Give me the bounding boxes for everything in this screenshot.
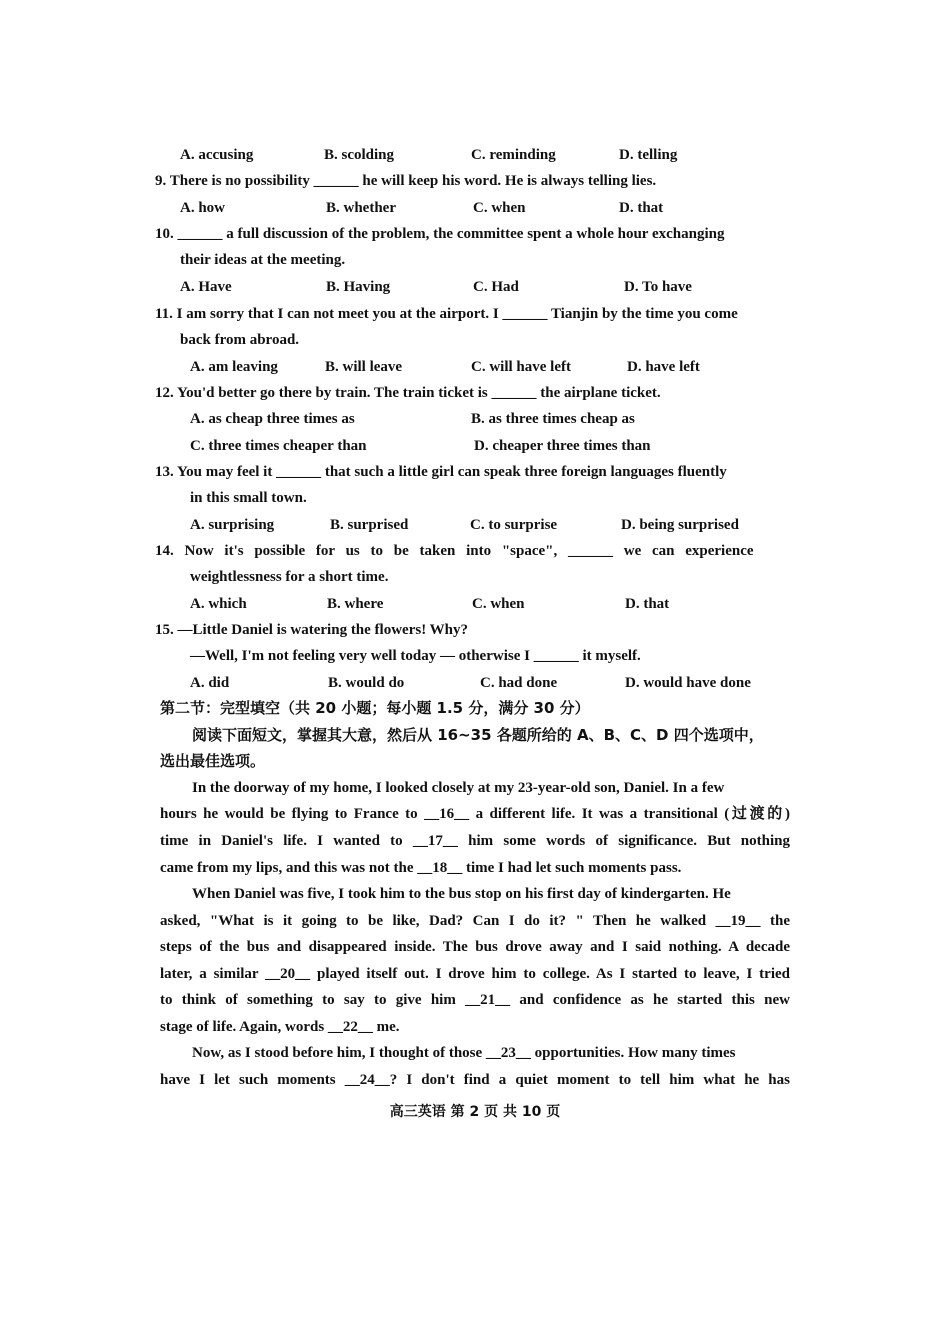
q12-option-b: B. as three times cheap as bbox=[471, 411, 635, 427]
q14-option-c: C. when bbox=[472, 596, 525, 612]
q13-option-b: B. surprised bbox=[330, 517, 409, 533]
q13-stem-line2: in this small town. bbox=[190, 490, 307, 506]
page-footer: 高三英语 第 2 页 共 10 页 bbox=[389, 1104, 561, 1120]
q14-option-a: A. which bbox=[190, 596, 247, 612]
q11-option-b: B. will leave bbox=[325, 359, 403, 375]
passage-p3-line1: Now, as I stood before him, I thought of those __23__ opportunities. How many times bbox=[192, 1045, 736, 1061]
q12-option-a: A. as cheap three times as bbox=[190, 411, 355, 427]
q11-option-a: A. am leaving bbox=[190, 359, 278, 375]
passage-p1-line4: came from my lips, and this was not the __18__ time I had let such moments pass. bbox=[160, 860, 682, 876]
q8-option-d: D. telling bbox=[619, 147, 678, 163]
q15-stem-line2: —Well, I'm not feeling very well today — otherwise I ______ it myself. bbox=[190, 648, 641, 664]
q8-option-a: A. accusing bbox=[180, 147, 254, 163]
q12-option-c: C. three times cheaper than bbox=[190, 438, 367, 454]
q11-option-c: C. will have left bbox=[471, 359, 571, 375]
q9-option-c: C. when bbox=[473, 200, 526, 216]
q14-stem-line2: weightlessness for a short time. bbox=[190, 569, 389, 585]
passage-p2-line5: to think of something to say to give him __21__ and confidence as he started this new bbox=[160, 992, 790, 1008]
q11-option-d: D. have left bbox=[627, 359, 700, 375]
q14-option-b: B. where bbox=[327, 596, 384, 612]
q14-option-d: D. that bbox=[625, 596, 670, 612]
passage-p2-line1: When Daniel was five, I took him to the bus stop on his first day of kindergarten. He bbox=[192, 886, 731, 902]
q15-option-d: D. would have done bbox=[625, 675, 751, 691]
q15-option-b: B. would do bbox=[328, 675, 405, 691]
q8-option-b: B. scolding bbox=[324, 147, 395, 163]
passage-p2-line3: steps of the bus and disappeared inside. The bus drove away and I said nothing. A decade bbox=[160, 939, 790, 955]
q13-option-d: D. being surprised bbox=[621, 517, 739, 533]
passage-p2-line6: stage of life. Again, words __22__ me. bbox=[160, 1019, 400, 1035]
passage-p1-line2: hours he would be flying to France to __16__ a different life. It was a transitional (过渡的) bbox=[160, 806, 790, 822]
q11-stem-line1: 11. I am sorry that I can not meet you at the airport. I ______ Tianjin by the time you come bbox=[155, 306, 738, 322]
q13-stem-line1: 13. You may feel it ______ that such a little girl can speak three foreign languages fluently bbox=[155, 464, 727, 480]
q9-option-b: B. whether bbox=[326, 200, 396, 216]
q15-option-a: A. did bbox=[190, 675, 230, 691]
q10-option-c: C. Had bbox=[473, 279, 519, 295]
q9-option-a: A. how bbox=[180, 200, 226, 216]
q12-stem: 12. You'd better go there by train. The train ticket is ______ the airplane ticket. bbox=[155, 385, 661, 401]
section2-heading: 第二节：完型填空（共 20 小题；每小题 1.5 分，满分 30 分） bbox=[160, 699, 590, 717]
q10-stem-line2: their ideas at the meeting. bbox=[180, 252, 346, 268]
passage-p1-line1: In the doorway of my home, I looked closely at my 23-year-old son, Daniel. In a few bbox=[192, 780, 725, 796]
section2-instruction-line1: 阅读下面短文，掌握其大意，然后从 16~35 各题所给的 A、B、C、D 四个选项中， bbox=[192, 726, 764, 744]
q11-stem-line2: back from abroad. bbox=[180, 332, 300, 348]
q13-option-a: A. surprising bbox=[190, 517, 275, 533]
q9-option-d: D. that bbox=[619, 200, 664, 216]
passage-p2-line4: later, a similar __20__ played itself out. I drove him to college. As I started to leave, I tried bbox=[160, 966, 790, 982]
section2-instruction-line2: 选出最佳选项。 bbox=[160, 752, 266, 770]
passage-p2-line2: asked, "What is it going to be like, Dad? Can I do it? " Then he walked __19__ the bbox=[160, 913, 790, 929]
passage-p3-line2: have I let such moments __24__? I don't find a quiet moment to tell him what he has bbox=[160, 1072, 790, 1088]
q15-option-c: C. had done bbox=[480, 675, 558, 691]
q10-option-d: D. To have bbox=[624, 279, 692, 295]
q10-option-a: A. Have bbox=[180, 279, 232, 295]
q8-option-c: C. reminding bbox=[471, 147, 556, 163]
q10-stem-line1: 10. ______ a full discussion of the problem, the committee spent a whole hour exchanging bbox=[155, 226, 725, 242]
q10-option-b: B. Having bbox=[326, 279, 391, 295]
q14-stem-line1: 14. Now it's possible for us to be taken into "space", ______ we can experience bbox=[155, 543, 754, 559]
passage-p1-line3: time in Daniel's life. I wanted to __17__ him some words of significance. But nothing bbox=[160, 833, 790, 849]
q9-stem: 9. There is no possibility ______ he will keep his word. He is always telling lies. bbox=[155, 173, 657, 189]
q13-option-c: C. to surprise bbox=[470, 517, 558, 533]
q12-option-d: D. cheaper three times than bbox=[474, 438, 651, 454]
q15-stem-line1: 15. —Little Daniel is watering the flowers! Why? bbox=[155, 622, 469, 638]
